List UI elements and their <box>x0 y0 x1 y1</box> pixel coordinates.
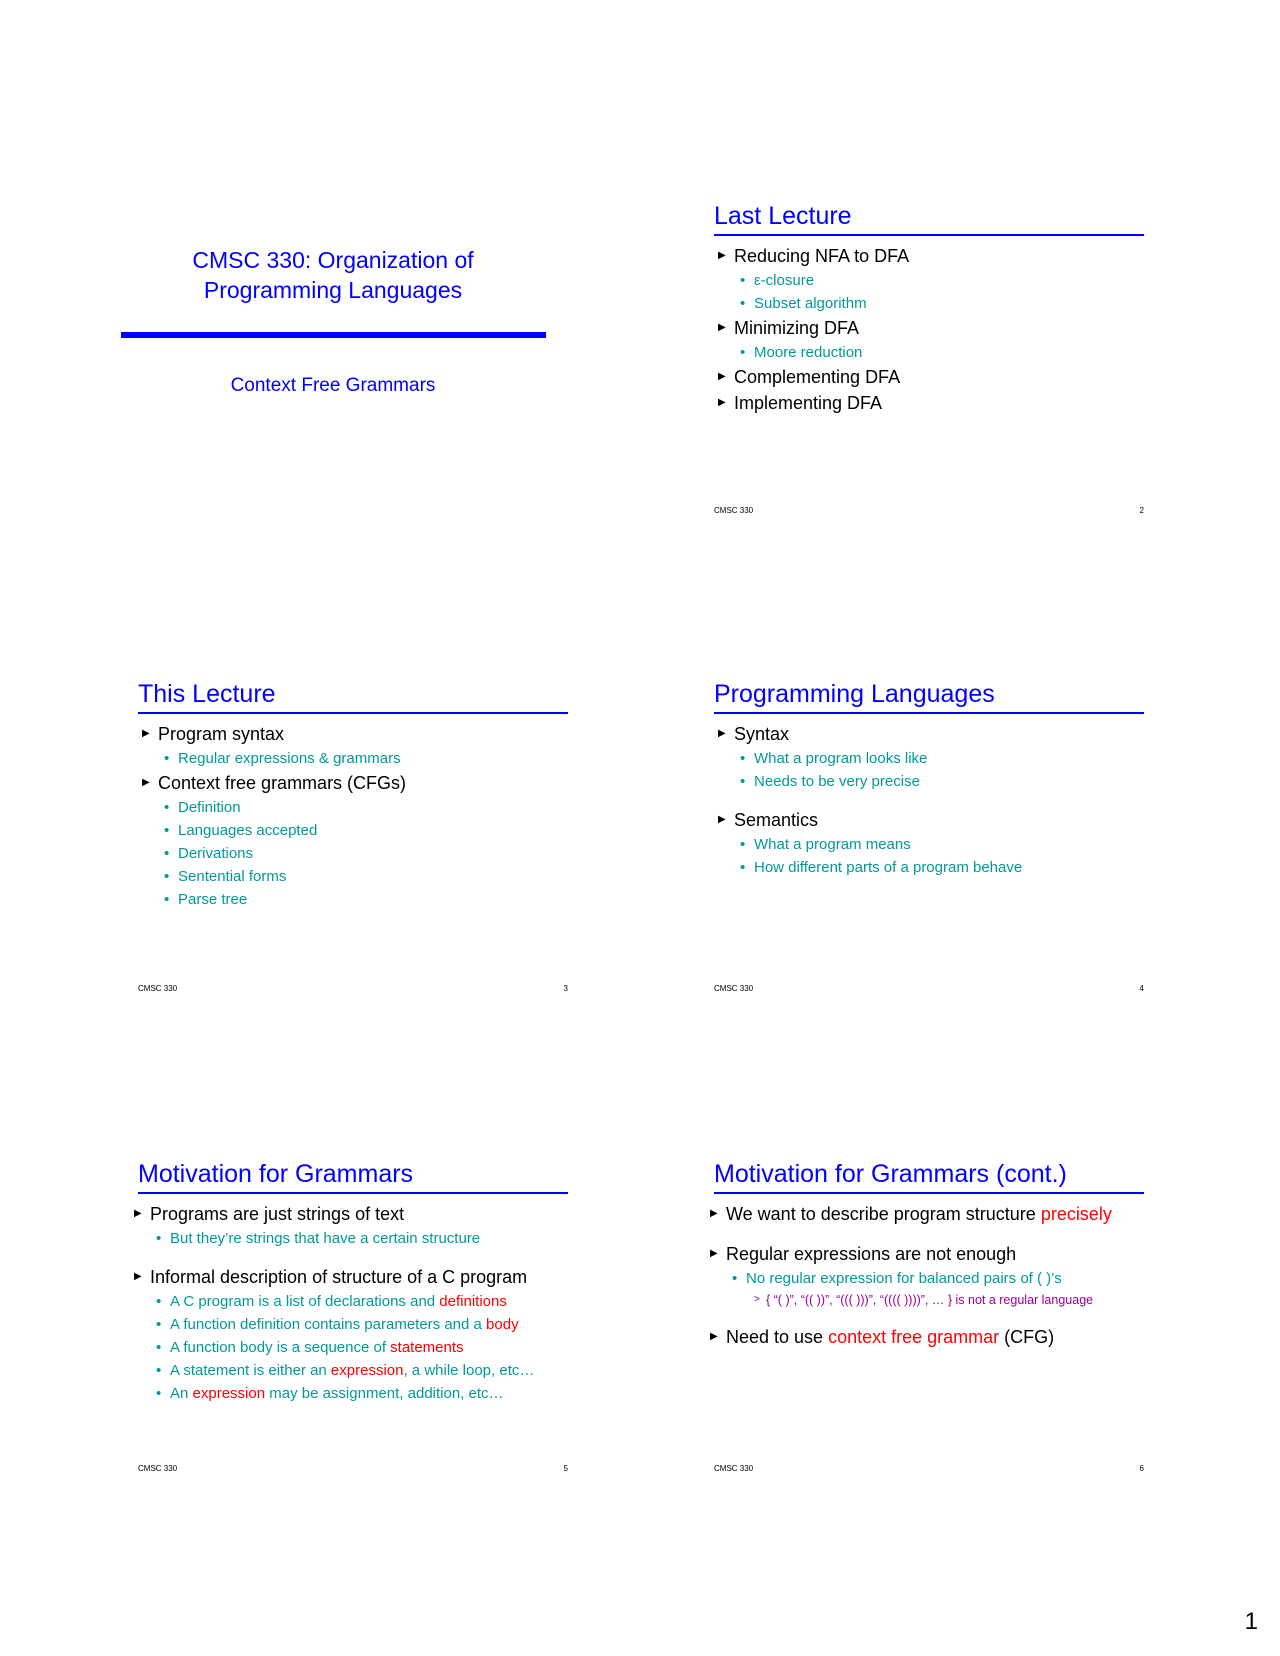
dot-bullet-icon: • <box>164 822 170 839</box>
triangle-bullet-icon: ▶ <box>718 322 726 333</box>
bullet: ▶ Informal description of structure of a C program <box>130 1264 570 1290</box>
triangle-bullet-icon: ▶ <box>134 1208 142 1219</box>
sub-bullet: • Definition <box>138 796 578 819</box>
dot-bullet-icon: • <box>164 891 170 908</box>
bullet: ▶ We want to describe program structure precisely <box>706 1201 1146 1227</box>
dot-bullet-icon: • <box>156 1316 162 1333</box>
bullet: ▶ Syntax <box>714 721 1154 747</box>
title-rule <box>714 1192 1144 1194</box>
slide-number: 3 <box>563 984 568 993</box>
triangle-bullet-icon: ▶ <box>142 728 150 739</box>
bullet: ▶ Implementing DFA <box>714 390 1154 416</box>
slide-body <box>130 1201 570 1405</box>
slide-body <box>138 721 578 911</box>
slide-1 <box>118 205 548 545</box>
sub-bullet: • A function definition contains parameters and a body <box>130 1313 570 1336</box>
slide-body <box>706 1201 1146 1350</box>
title-rule <box>138 1192 568 1194</box>
page-number: 1 <box>1244 1608 1258 1635</box>
dot-bullet-icon: • <box>156 1362 162 1379</box>
sub-bullet: • Moore reduction <box>714 341 1154 364</box>
slide-5 <box>134 1159 568 1499</box>
triangle-bullet-icon: ▶ <box>710 1331 718 1342</box>
triangle-bullet-icon: ▶ <box>718 728 726 739</box>
dot-bullet-icon: • <box>164 799 170 816</box>
bullet: ▶ Minimizing DFA <box>714 315 1154 341</box>
triangle-bullet-icon: ▶ <box>142 777 150 788</box>
triangle-bullet-icon: ▶ <box>134 1271 142 1282</box>
sub-bullet: • How different parts of a program behave <box>714 856 1154 879</box>
slide-footer-course: CMSC 330 <box>138 1464 178 1473</box>
sub-sub-bullet: > { “( )”, “(( ))”, “((( )))”, “(((( ))))”, … } is not a regular language <box>706 1290 1146 1310</box>
slide-number: 4 <box>1139 984 1144 993</box>
slide-2 <box>714 201 1144 541</box>
slide-title: Programming Languages <box>714 680 995 708</box>
sub-bullet: • A C program is a list of declarations and definitions <box>130 1290 570 1313</box>
sub-bullet: • No regular expression for balanced pairs of ( )’s <box>706 1267 1146 1290</box>
bullet: ▶ Program syntax <box>138 721 578 747</box>
bullet: ▶ Programs are just strings of text <box>130 1201 570 1227</box>
title-rule <box>138 712 568 714</box>
triangle-bullet-icon: ▶ <box>710 1208 718 1219</box>
slide-title: Motivation for Grammars (cont.) <box>714 1160 1067 1188</box>
dot-bullet-icon: • <box>740 295 746 312</box>
dot-bullet-icon: • <box>740 750 746 767</box>
slide-title: This Lecture <box>138 680 276 708</box>
title-divider <box>121 332 546 338</box>
sub-bullet: • But they’re strings that have a certain structure <box>130 1227 570 1250</box>
chevron-bullet-icon: > <box>754 1294 760 1305</box>
dot-bullet-icon: • <box>156 1339 162 1356</box>
slide-footer-course: CMSC 330 <box>714 984 754 993</box>
sub-bullet: • Parse tree <box>138 888 578 911</box>
slide-footer-course: CMSC 330 <box>714 506 754 515</box>
course-title <box>118 245 548 305</box>
triangle-bullet-icon: ▶ <box>710 1248 718 1259</box>
dot-bullet-icon: • <box>740 836 746 853</box>
sub-bullet: • ε-closure <box>714 269 1154 292</box>
triangle-bullet-icon: ▶ <box>718 397 726 408</box>
sub-bullet: • Needs to be very precise <box>714 770 1154 793</box>
sub-bullet: • Subset algorithm <box>714 292 1154 315</box>
bullet: ▶ Context free grammars (CFGs) <box>138 770 578 796</box>
slide-number: 2 <box>1139 506 1144 515</box>
dot-bullet-icon: • <box>740 344 746 361</box>
dot-bullet-icon: • <box>156 1230 162 1247</box>
sub-bullet: • What a program looks like <box>714 747 1154 770</box>
course-title-line-2: Programming Languages <box>203 277 463 303</box>
sub-bullet: • An expression may be assignment, addition, etc… <box>130 1382 570 1405</box>
bullet: ▶ Semantics <box>714 807 1154 833</box>
sub-bullet: • Regular expressions & grammars <box>138 747 578 770</box>
bullet: ▶ Regular expressions are not enough <box>706 1241 1146 1267</box>
triangle-bullet-icon: ▶ <box>718 250 726 261</box>
dot-bullet-icon: • <box>156 1385 162 1402</box>
sub-bullet: • A statement is either an expression, a while loop, etc… <box>130 1359 570 1382</box>
sub-bullet: • Sentential forms <box>138 865 578 888</box>
bullet: ▶ Need to use context free grammar (CFG) <box>706 1324 1146 1350</box>
triangle-bullet-icon: ▶ <box>718 371 726 382</box>
bullet: ▶ Complementing DFA <box>714 364 1154 390</box>
dot-bullet-icon: • <box>164 845 170 862</box>
dot-bullet-icon: • <box>164 750 170 767</box>
slide-title: Last Lecture <box>714 202 852 230</box>
course-title-line-1: CMSC 330: Organization of <box>192 247 474 273</box>
slide-4 <box>714 679 1144 1019</box>
slide-title: Motivation for Grammars <box>138 1160 414 1188</box>
slide-3 <box>138 679 568 1019</box>
dot-bullet-icon: • <box>732 1270 738 1287</box>
lecture-subtitle: Context Free Grammars <box>230 375 436 396</box>
slide-body <box>714 721 1154 879</box>
title-rule <box>714 712 1144 714</box>
dot-bullet-icon: • <box>740 859 746 876</box>
title-rule <box>714 234 1144 236</box>
sub-bullet: • What a program means <box>714 833 1154 856</box>
slide-footer-course: CMSC 330 <box>714 1464 754 1473</box>
sub-bullet: • Derivations <box>138 842 578 865</box>
sub-bullet: • A function body is a sequence of statements <box>130 1336 570 1359</box>
dot-bullet-icon: • <box>740 773 746 790</box>
slide-number: 5 <box>563 1464 568 1473</box>
slide-number: 6 <box>1139 1464 1144 1473</box>
dot-bullet-icon: • <box>164 868 170 885</box>
triangle-bullet-icon: ▶ <box>718 814 726 825</box>
bullet: ▶ Reducing NFA to DFA <box>714 243 1154 269</box>
dot-bullet-icon: • <box>740 272 746 289</box>
slide-6 <box>710 1159 1144 1499</box>
sub-bullet: • Languages accepted <box>138 819 578 842</box>
slide-body <box>714 243 1154 416</box>
dot-bullet-icon: • <box>156 1293 162 1310</box>
slide-footer-course: CMSC 330 <box>138 984 178 993</box>
